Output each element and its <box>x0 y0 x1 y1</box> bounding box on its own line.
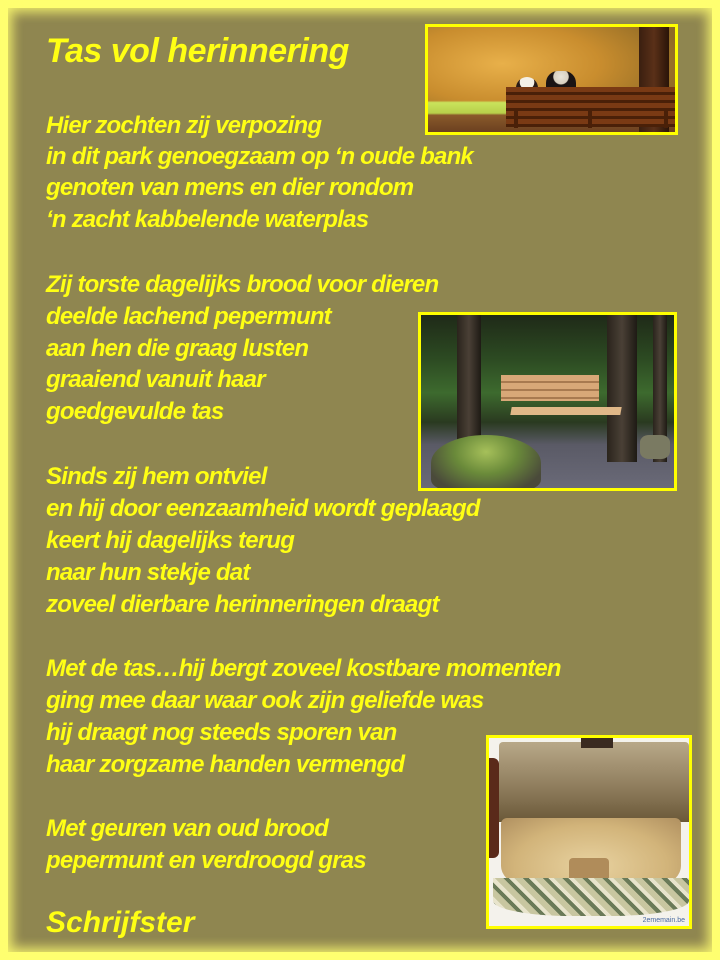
mossy-rock <box>431 435 541 491</box>
bag-clasp <box>581 738 613 748</box>
watermark: 2ememain.be <box>642 917 685 924</box>
poem-line: genoten van mens en dier rondom <box>46 174 414 201</box>
park-bench <box>506 87 678 127</box>
rock <box>640 435 670 459</box>
poem-line: haar zorgzame handen vermengd <box>46 751 405 778</box>
bench-leg <box>514 110 518 128</box>
poem-title: Tas vol herinnering <box>46 32 349 70</box>
poem-line: graaiend vanuit haar <box>46 366 265 393</box>
poem-line: in dit park genoegzaam op ‘n oude bank <box>46 143 473 170</box>
poem-line: hij draagt nog steeds sporen van <box>46 719 397 746</box>
bench-leg <box>664 110 668 128</box>
poem-line: en hij door eenzaamheid wordt geplaagd <box>46 495 480 522</box>
forest-bench-photo <box>418 312 677 491</box>
bench-leg <box>588 110 592 128</box>
park-bench-photo <box>425 24 678 135</box>
bag-tapestry-front <box>493 878 689 916</box>
bag-flap <box>499 742 689 822</box>
poem-line: deelde lachend pepermunt <box>46 303 331 330</box>
poem-line: Met de tas…hij bergt zoveel kostbare momenten <box>46 655 561 682</box>
poem-line: Met geuren van oud brood <box>46 815 329 842</box>
poem-line: Hier zochten zij verpozing <box>46 112 322 139</box>
hand <box>489 758 499 858</box>
wooden-bench <box>501 375 599 401</box>
poem-line: aan hen die graag lusten <box>46 335 309 362</box>
tree-trunk <box>607 315 637 462</box>
poem-line: goedgevulde tas <box>46 398 224 425</box>
poem-line: zoveel dierbare herinneringen draagt <box>46 591 439 618</box>
bench-seat <box>510 407 621 415</box>
poem-line: Zij torste dagelijks brood voor dieren <box>46 271 439 298</box>
poem-line: ‘n zacht kabbelende waterplas <box>46 206 369 233</box>
poem-line: Sinds zij hem ontviel <box>46 463 267 490</box>
handbag-photo <box>486 735 692 929</box>
poem-line: ging mee daar waar ook zijn geliefde was <box>46 687 484 714</box>
author-signature: Schrijfster <box>46 906 195 939</box>
poem-line: keert hij dagelijks terug <box>46 527 295 554</box>
poem-line: pepermunt en verdroogd gras <box>46 847 366 874</box>
poem-line: naar hun stekje dat <box>46 559 250 586</box>
